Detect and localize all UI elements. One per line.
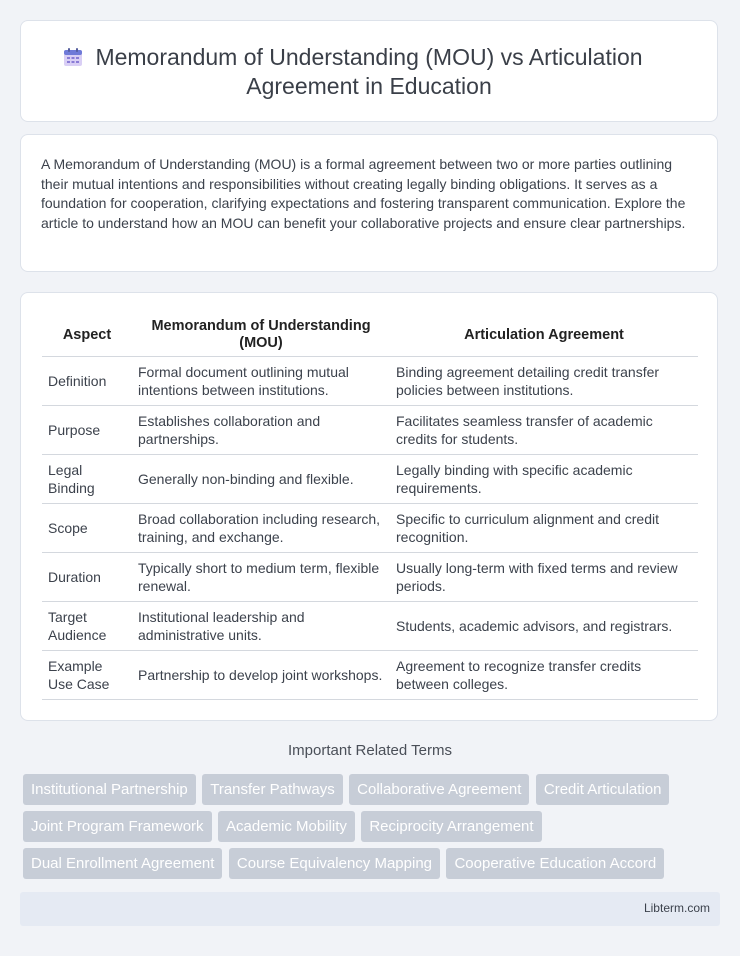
table-cell: Scope <box>42 504 132 553</box>
table-cell: Purpose <box>42 406 132 455</box>
tag-reciprocity-arrangement[interactable]: Reciprocity Arrangement <box>361 811 541 842</box>
table-row <box>42 504 698 553</box>
table-header-row <box>42 314 698 357</box>
tag-academic-mobility[interactable]: Academic Mobility <box>218 811 355 842</box>
table-cell: Duration <box>42 553 132 602</box>
title-line-2: Agreement in Education <box>246 73 492 99</box>
tag-credit-articulation[interactable]: Credit Articulation <box>536 774 670 805</box>
table-cell: Legally binding with specific academic requirements. <box>390 455 698 504</box>
comparison-card <box>20 292 718 721</box>
tag-dual-enrollment-agreement[interactable]: Dual Enrollment Agreement <box>23 848 222 879</box>
header-card <box>20 20 718 122</box>
table-row <box>42 357 698 406</box>
comparison-table <box>42 314 698 700</box>
column-header-articulation: Articulation Agreement <box>390 314 698 357</box>
table-cell: Legal Binding <box>42 455 132 504</box>
tag-transfer-pathways[interactable]: Transfer Pathways <box>202 774 343 805</box>
table-row <box>42 553 698 602</box>
table-row <box>42 651 698 700</box>
tag-row <box>23 774 723 805</box>
tag-row <box>23 848 723 879</box>
table-cell: Binding agreement detailing credit transfer policies between institutions. <box>390 357 698 406</box>
related-terms-title: Important Related Terms <box>288 742 452 759</box>
footer <box>20 892 720 926</box>
column-header-mou: Memorandum of Understanding (MOU) <box>132 314 390 357</box>
tag-collaborative-agreement[interactable]: Collaborative Agreement <box>349 774 529 805</box>
intro-card <box>20 134 718 272</box>
table-cell: Target Audience <box>42 602 132 651</box>
table-cell: Specific to curriculum alignment and credit recognition. <box>390 504 698 553</box>
title-line-1: Memorandum of Understanding (MOU) vs Articulation <box>95 44 643 70</box>
table-row <box>42 455 698 504</box>
related-terms-tags <box>23 774 723 885</box>
table-cell: Establishes collaboration and partnerships. <box>132 406 390 455</box>
tag-joint-program-framework[interactable]: Joint Program Framework <box>23 811 212 842</box>
table-cell: Example Use Case <box>42 651 132 700</box>
table-cell: Partnership to develop joint workshops. <box>132 651 390 700</box>
footer-site-link[interactable]: Libterm.com <box>643 901 710 915</box>
column-header-aspect: Aspect <box>42 314 132 357</box>
table-cell: Typically short to medium term, flexible renewal. <box>132 553 390 602</box>
intro-paragraph: A Memorandum of Understanding (MOU) is a formal agreement between two or more parties outlining their mutual intentions and responsibilities without creating legally binding obligations. It serves as a foundation for cooperation, clarifying expectations and fostering transparent communication. Explore the article to understand how an MOU can benefit your collaborative projects and ensure clear partnerships. <box>41 156 686 231</box>
table-cell: Generally non-binding and flexible. <box>132 455 390 504</box>
table-cell: Institutional leadership and administrative units. <box>132 602 390 651</box>
table-cell: Agreement to recognize transfer credits between colleges. <box>390 651 698 700</box>
table-cell: Formal document outlining mutual intentions between institutions. <box>132 357 390 406</box>
page-title <box>21 43 717 101</box>
table-cell: Usually long-term with fixed terms and review periods. <box>390 553 698 602</box>
table-cell: Facilitates seamless transfer of academic credits for students. <box>390 406 698 455</box>
tag-institutional-partnership[interactable]: Institutional Partnership <box>23 774 196 805</box>
tag-course-equivalency-mapping[interactable]: Course Equivalency Mapping <box>229 848 440 879</box>
table-cell: Broad collaboration including research, training, and exchange. <box>132 504 390 553</box>
table-row <box>42 602 698 651</box>
tag-cooperative-education-accord[interactable]: Cooperative Education Accord <box>446 848 664 879</box>
tag-row <box>23 811 723 842</box>
table-cell: Students, academic advisors, and registrars. <box>390 602 698 651</box>
table-cell: Definition <box>42 357 132 406</box>
table-row <box>42 406 698 455</box>
